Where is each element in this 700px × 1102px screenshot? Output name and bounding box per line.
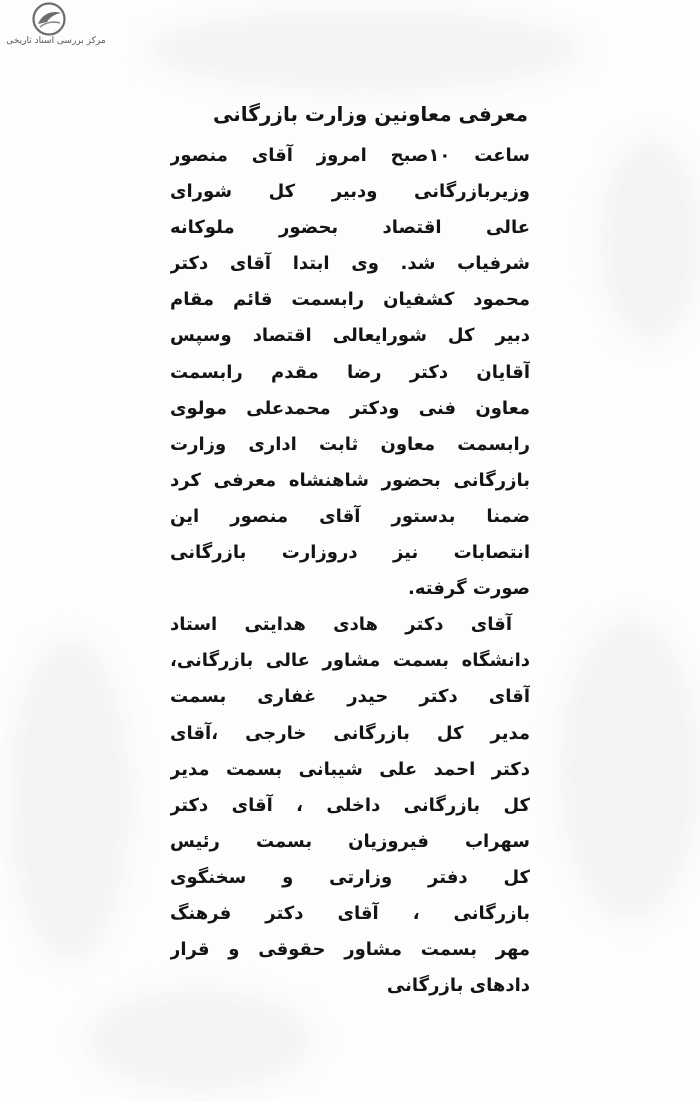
archive-logo-caption: مرکز بررسی اسناد تاریخی [6, 36, 106, 46]
article-body [170, 138, 530, 1004]
newspaper-article [170, 96, 530, 1004]
article-line: مدیر کل بازرگانی خارجی ،آقای [170, 722, 530, 744]
scan-blotch [560, 620, 700, 920]
article-line: بازرگانی بحضور شاهنشاه معرفی کرد [170, 469, 530, 491]
scan-blotch [10, 640, 130, 960]
scan-blotch [90, 990, 310, 1090]
article-line: بازرگانی ، آقای دکتر فرهنگ [170, 902, 530, 924]
article-line: دادهای بازرگانی [386, 975, 530, 997]
article-line: دکتر احمد علی شیبانی بسمت مدیر [170, 758, 530, 780]
article-line: آقایان دکتر رضا مقدم رابسمت [170, 361, 530, 383]
article-line: آقای دکتر هادی هدایتی استاد [170, 614, 512, 636]
archive-logo [4, 2, 114, 54]
article-line: ساعت ۱۰صبح امروز آقای منصور [170, 145, 530, 166]
article-line: محمود کشفیان رابسمت قائم مقام [170, 289, 530, 311]
article-line: معاون فنی ودکتر محمدعلی مولوی [170, 397, 530, 419]
archive-logo-icon [26, 2, 72, 38]
article-line: عالی اقتصاد بحضور ملوکانه [170, 217, 530, 239]
article-line: مهر بسمت مشاور حقوقی و قرار [170, 939, 530, 961]
article-line: سهراب فیروزیان بسمت رئیس [170, 830, 530, 852]
article-line: انتصابات نیز دروزارت بازرگانی [170, 542, 530, 564]
article-line: دبیر کل شورایعالی اقتصاد وسپس [170, 325, 530, 347]
article-line: کل بازرگانی داخلی ، آقای دکتر [170, 794, 530, 816]
article-line: وزیربازرگانی ودبیر کل شورای [170, 181, 530, 203]
article-line: شرفیاب شد. وی ابتدا آقای دکتر [170, 253, 530, 275]
article-line: ضمنا بدستور آقای منصور این [170, 505, 530, 527]
article-line: آقای دکتر حیدر غفاری بسمت [170, 686, 530, 708]
article-line: صورت گرفته. [408, 578, 530, 600]
article-headline: معرفی معاونین وزارت بازرگانی [213, 102, 528, 126]
scan-blotch [600, 140, 700, 340]
scan-blotch [150, 10, 580, 90]
article-line: رابسمت معاون ثابت اداری وزارت [170, 433, 530, 455]
article-line: دانشگاه بسمت مشاور عالی بازرگانی، [170, 650, 530, 672]
article-line: کل دفتر وزارتی و سخنگوی [170, 866, 530, 888]
